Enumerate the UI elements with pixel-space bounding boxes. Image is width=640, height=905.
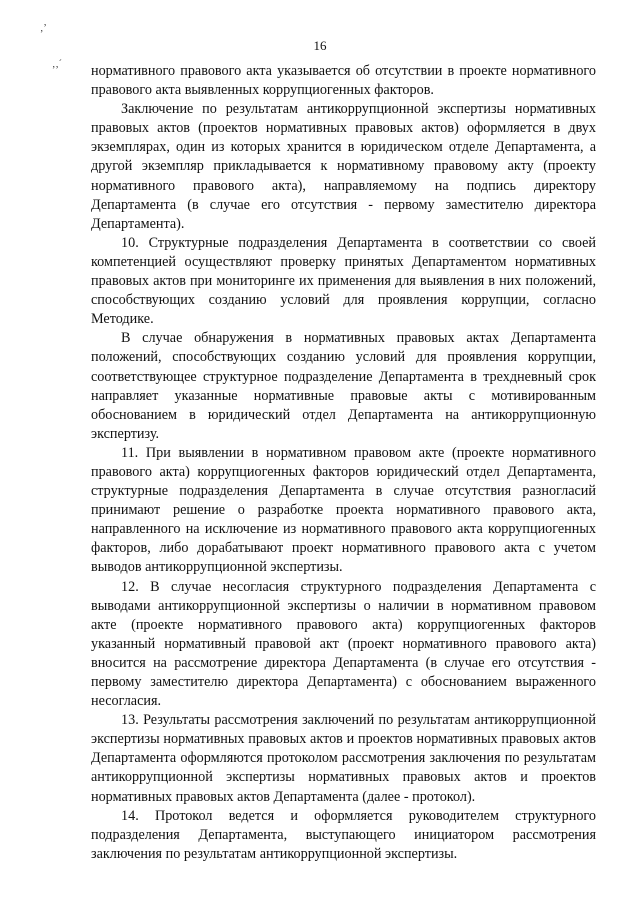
page-number: 16 bbox=[313, 38, 327, 53]
scan-mark-top: ‚’ bbox=[40, 23, 47, 34]
paragraph-conclusion: Заключение по результатам антикоррупционной экспертизы нормативных правовых актов (проектов нормативных правовых актов) оформляется в двух экземплярах, один из которых хранится в юридическом отделе Департамента, а другой экземпляр прикладывается к нормативному правовому акту (проекту нормативного правового акта), направляемому на подпись директору Департамента (в случае его отсутствия - первому заместителю директора Департамента). bbox=[91, 101, 596, 232]
scan-mark-second: ‚‚´ bbox=[52, 59, 62, 70]
paragraph-10-detection: В случае обнаружения в нормативных правовых актах Департамента положений, способствующих созданию условий для проявления коррупции, соответствующее структурное подразделение Департамента в трехдневный срок направляет указанные нормативные правовые акты с мотивированным обоснованием в юридический отдел Департамента на антикоррупционную экспертизу. bbox=[91, 330, 596, 442]
paragraph-13: 13. Результаты рассмотрения заключений по результатам антикоррупционной экспертизы нормативных правовых актов и проектов нормативных правовых актов Департамента оформляются протоколом рассмотрения заключения по результатам антикоррупционной экспертизы нормативных правовых актов и проектов нормативных правовых актов Департамента (далее - протокол). bbox=[91, 712, 596, 805]
paragraph-11: 11. При выявлении в нормативном правовом акте (проекте нормативного правового акта) коррупциогенных факторов юридический отдел Департамента, структурные подразделения Департамента в случае отсутствия разногласий принимают решение о разработке проекта нормативного правового акта, направленного на исключение из нормативного правового акта коррупциогенных факторов, либо дорабатывают проект нормативного правового акта с учетом выводов антикоррупционной экспертизы. bbox=[91, 444, 596, 576]
paragraph-continuation: нормативного правового акта указывается об отсутствии в проекте нормативного правового акта выявленных коррупциогенных факторов. bbox=[91, 63, 596, 99]
document-body bbox=[91, 62, 596, 864]
paragraph-12: 12. В случае несогласия структурного подразделения Департамента с выводами антикоррупционной экспертизы о наличии в нормативном правовом акте (проекте нормативного правового акта) коррупциогенных факторов указанный нормативный правовой акт (проект нормативного правового акта) вносится на рассмотрение директора Департамента (в случае его отсутствия - первому заместителю директора Департамента) с обоснованием выраженного несогласия. bbox=[91, 578, 596, 710]
paragraph-14: 14. Протокол ведется и оформляется руководителем структурного подразделения Департамента, выступающего инициатором рассмотрения заключения по результатам антикоррупционной экспертизы. bbox=[91, 807, 596, 862]
paragraph-10: 10. Структурные подразделения Департамента в соответствии со своей компетенцией осуществляют проверку принятых Департаментом нормативных правовых актов при мониторинге их применения для выявления в них положений, способствующих созданию условий для проявления коррупции, согласно Методике. bbox=[91, 234, 596, 328]
